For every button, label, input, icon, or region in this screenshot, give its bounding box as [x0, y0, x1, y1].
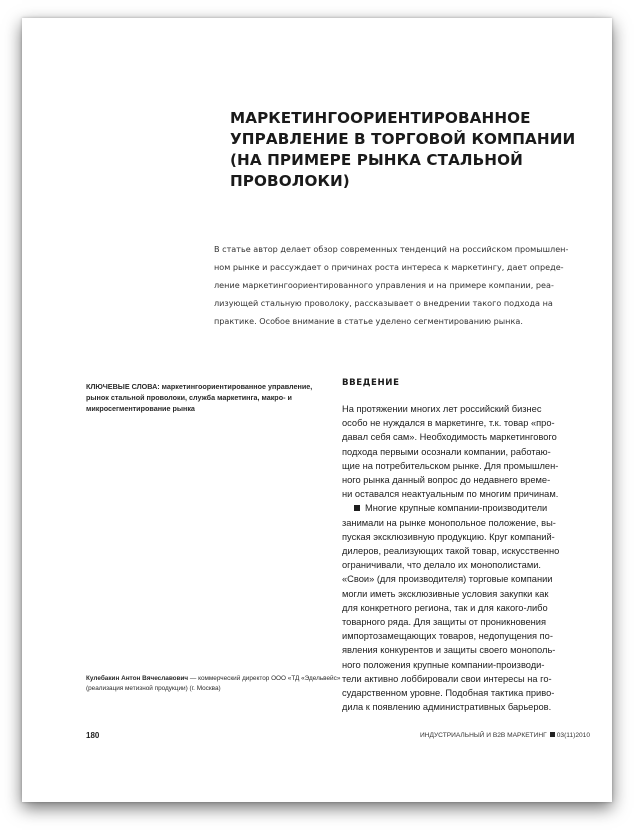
separator-square-icon — [550, 732, 555, 737]
journal-page — [22, 18, 612, 802]
abstract-line: ление маркетингоориентированного управления и на примере компании, реа- — [214, 280, 554, 290]
body-line: подхода первыми осознали компании, работаю- — [342, 446, 551, 457]
body-line: ни оставался неактуальным по многим причинам. — [342, 489, 559, 500]
body-line: На протяжении многих лет российский бизнес — [342, 404, 542, 414]
body-line: пуская эксклюзивную продукцию. Круг компаний- — [342, 531, 555, 542]
body-line: для конкретного региона, так и для какого-либо — [342, 602, 548, 613]
body-line: занимали на рынке монопольное положение, вы- — [342, 517, 556, 528]
author-line: (реализация метизной продукции) (г. Москва) — [86, 685, 221, 692]
abstract-line: практике. Особое внимание в статье уделено сегментированию рынка. — [214, 316, 523, 326]
author-info — [86, 674, 356, 694]
body-line: «Свои» (для производителя) торговые компании — [342, 574, 553, 585]
body-line: давал себя сам». Необходимость маркетингового — [342, 432, 557, 443]
keywords-line: КЛЮЧЕВЫЕ СЛОВА: маркетингоориентированное управление, — [86, 382, 313, 391]
running-footer — [420, 732, 590, 739]
body-line: ограничивали, что делало их монополистами. — [342, 560, 542, 571]
article-abstract — [214, 240, 582, 330]
article-title — [230, 108, 590, 192]
author-line — [86, 674, 356, 684]
author-position: — коммерческий директор ООО «ТД «Эдельвейс» — [188, 675, 341, 682]
abstract-line: ном рынке и рассуждает о причинах роста интереса к маркетингу, дает опреде- — [214, 262, 564, 272]
body-line: тели активно лоббировали свои интересы на го- — [342, 673, 552, 684]
keywords-block — [86, 381, 356, 414]
body-line: дилеров, реализующих такой товар, искусственно — [342, 546, 560, 557]
body-line: дила к появлению административных барьеров. — [342, 702, 552, 713]
body-line: ного положения крупные компании-производи- — [342, 659, 545, 670]
body-line: ного рынка данный вопрос до недавнего време- — [342, 475, 551, 486]
body-line — [342, 501, 592, 515]
title-line: (НА ПРИМЕРЕ РЫНКА СТАЛЬНОЙ — [230, 151, 523, 169]
body-line-text: Многие крупные компании-производители — [365, 503, 548, 514]
keywords-line: рынок стальной проволоки, служба маркетинга, макро- и — [86, 393, 292, 402]
title-line: ПРОВОЛОКИ) — [230, 172, 350, 190]
author-name: Кулебакин Антон Вячеславович — [86, 675, 189, 682]
journal-name: ИНДУСТРИАЛЬНЫЙ И B2B МАРКЕТИНГ — [419, 732, 547, 739]
abstract-line: лизующей стальную проволоку, рассказывает о внедрении такого подхода на — [214, 298, 553, 308]
body-line: особо не нуждался в маркетинге, т.к. товар «про- — [342, 418, 555, 429]
body-line: товарного ряда. Для защиты от проникновения — [342, 617, 546, 628]
page-number: 180 — [86, 731, 100, 740]
title-line: МАРКЕТИНГООРИЕНТИРОВАННОЕ — [230, 109, 531, 127]
article-body — [342, 402, 592, 714]
paragraph-marker-icon — [354, 505, 360, 511]
body-line: сударственном уровне. Подобная тактика приво- — [342, 688, 555, 699]
body-line: щие на потребительском рынке. Для промышлен- — [342, 460, 559, 471]
body-line: импортозамещающих товаров, недопущения по- — [342, 631, 553, 642]
title-line: УПРАВЛЕНИЕ В ТОРГОВОЙ КОМПАНИИ — [230, 130, 576, 148]
keywords-line: микросегментирование рынка — [86, 404, 195, 413]
section-heading: ВВЕДЕНИЕ — [342, 378, 400, 388]
issue-number: 03(11)2010 — [556, 732, 590, 739]
body-line: явления конкурентов и защиты своего монополь- — [342, 645, 556, 656]
abstract-line: В статье автор делает обзор современных тенденций на российском промышлен- — [214, 244, 569, 254]
body-line: могли иметь эксклюзивные условия закупки как — [342, 588, 549, 599]
